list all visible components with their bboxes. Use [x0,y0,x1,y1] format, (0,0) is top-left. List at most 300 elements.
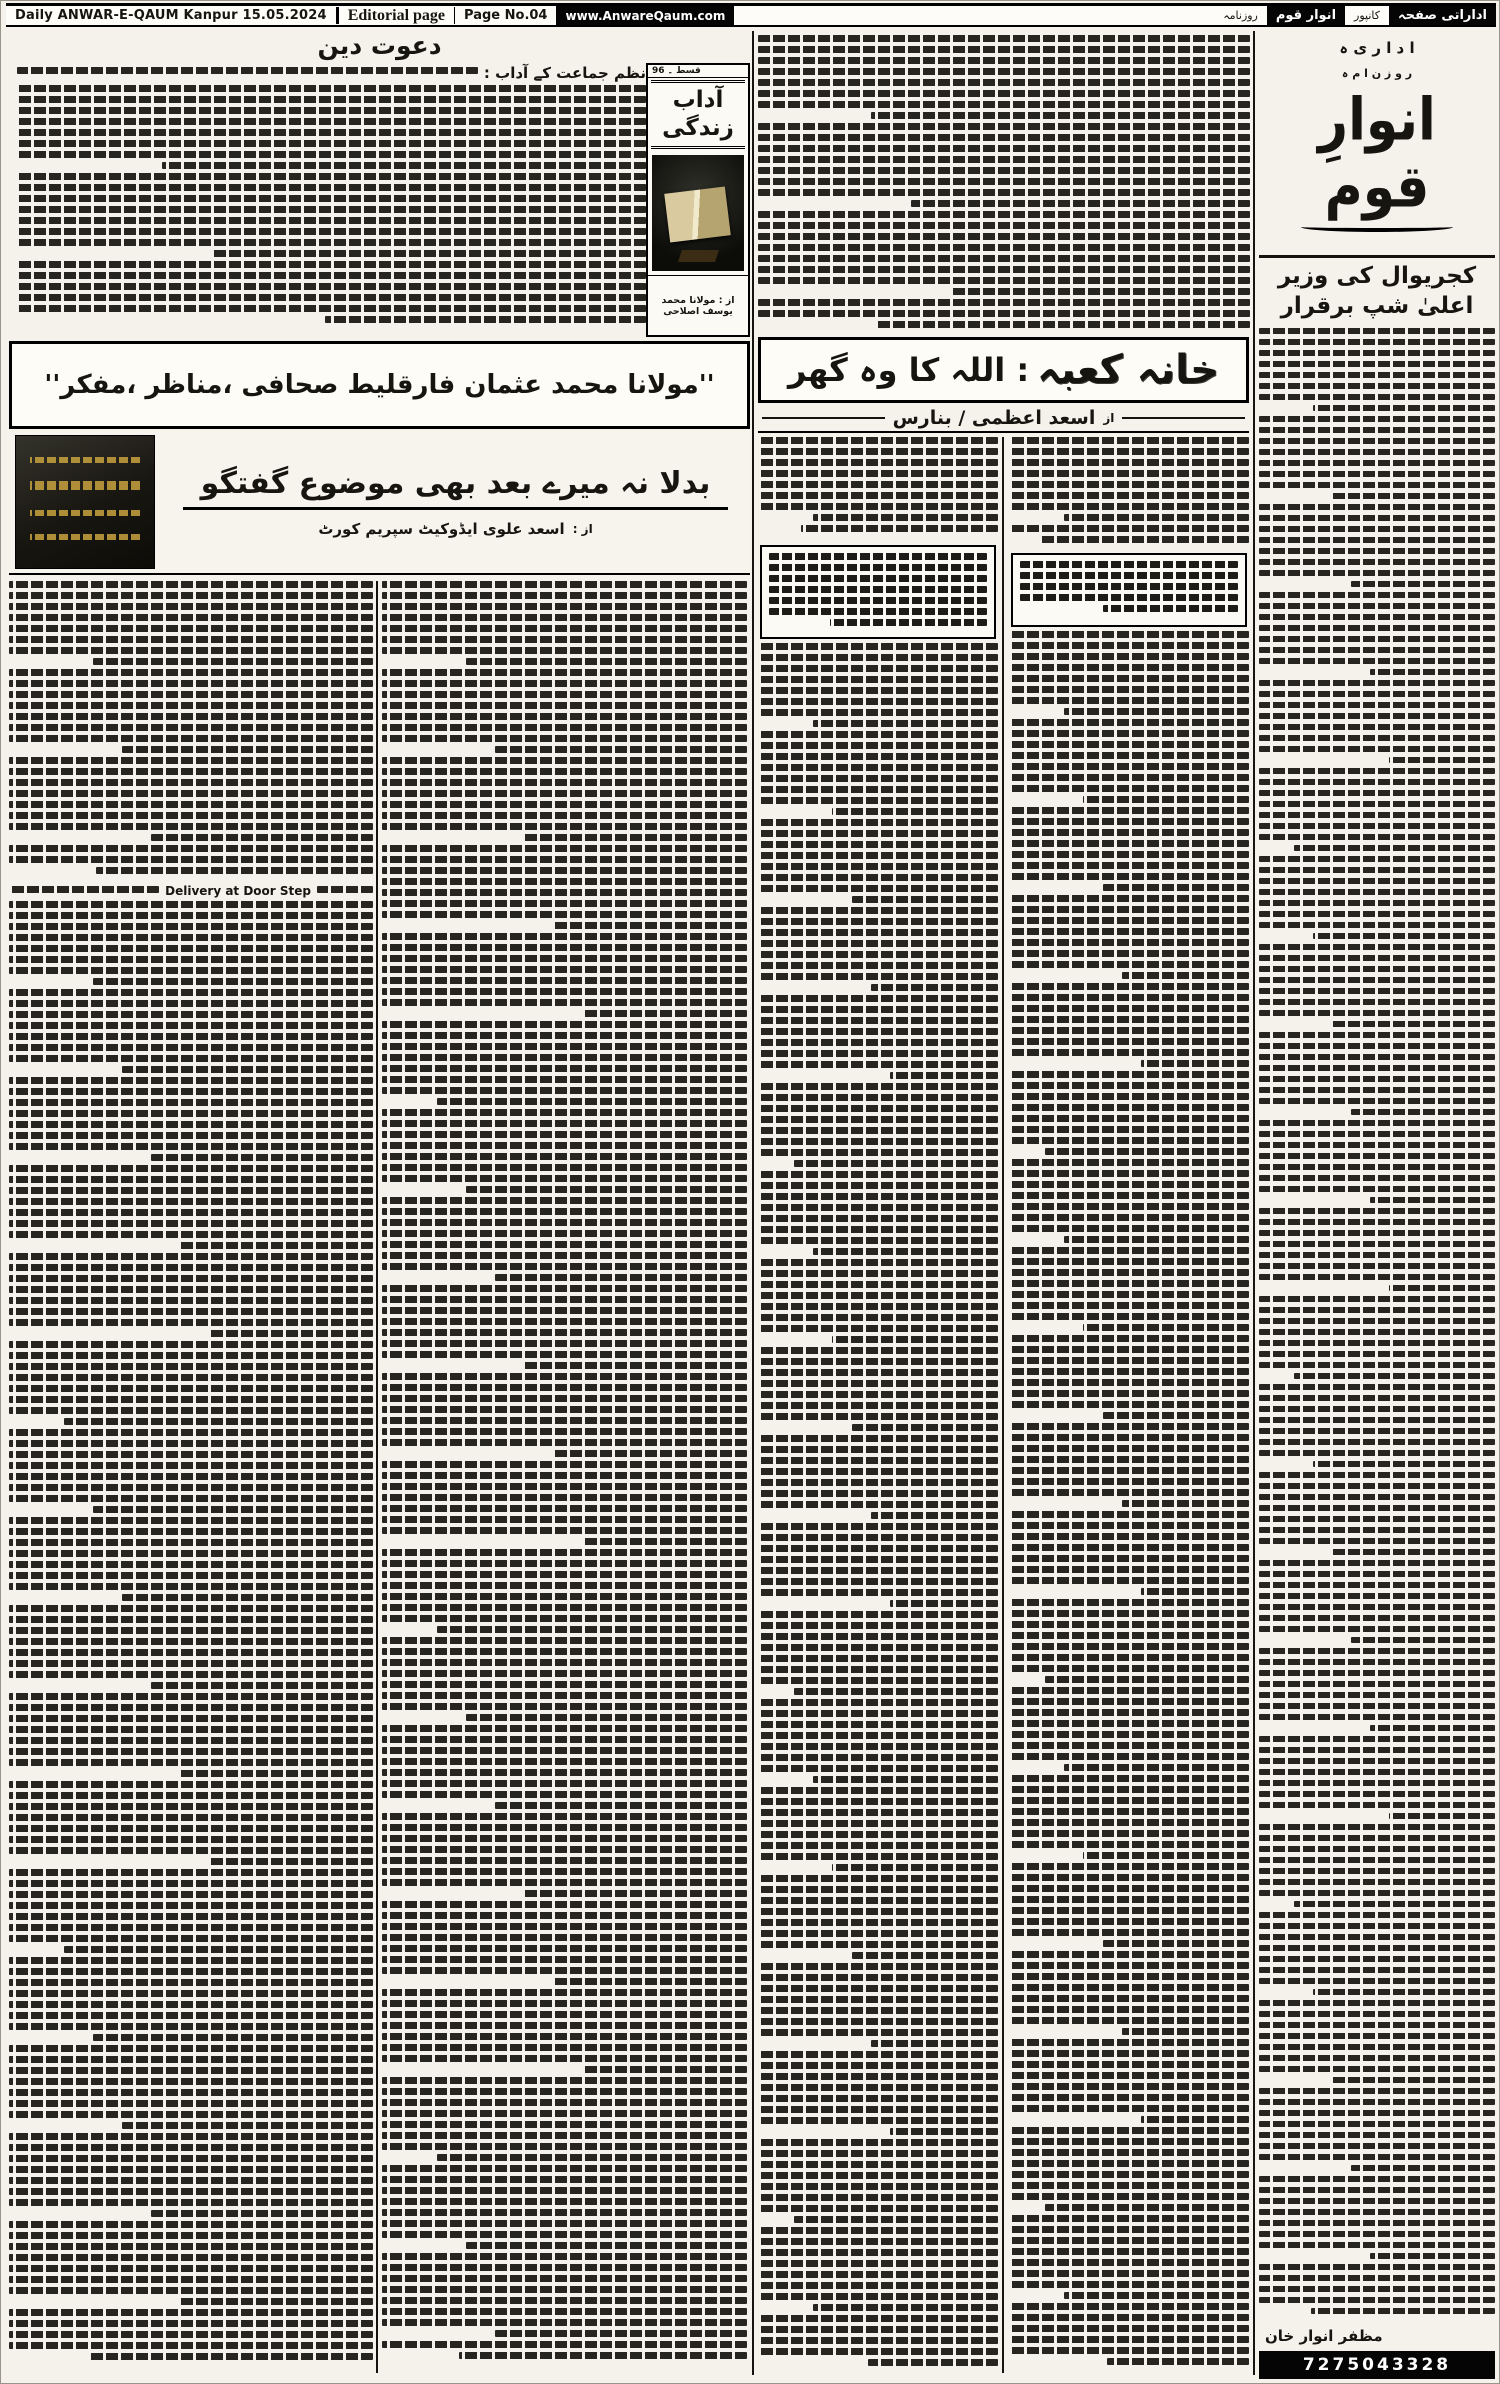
text-line [382,2275,747,2282]
text-line [466,2242,747,2249]
text-line [9,1110,373,1117]
text-line [382,603,747,610]
text-line [1259,702,1495,709]
text-line [1009,470,1249,477]
text-line [382,2077,747,2084]
text-line [1259,1978,1495,1985]
text-line [758,1534,998,1541]
text-line [1009,1951,1249,1958]
usman-subheader [9,431,750,575]
text-line [1259,1032,1495,1039]
text-line [9,912,373,919]
text-line [1009,2061,1249,2068]
text-line [1020,572,1238,579]
text-line [758,973,998,980]
text-line [1313,1989,1495,1996]
text-line [758,1270,998,1277]
text-line [1009,1170,1249,1177]
text-line [9,1077,373,1084]
usman-byline: اسعد علوی ایڈوکیٹ سپریم کورٹ [318,520,565,538]
text-line [9,1550,373,1557]
text-line [1259,2242,1495,2249]
text-line [1259,680,1495,687]
text-line [758,1798,998,1805]
text-line [758,1061,998,1068]
text-line [122,2122,373,2129]
text-line [1009,675,1249,682]
text-line [1259,977,1495,984]
text-line [758,2051,998,2058]
text-line [1259,460,1495,467]
text-line [1009,1918,1249,1925]
text-line [9,1121,373,1128]
text-line [876,321,1250,328]
text-block [9,901,373,2373]
text-line [1259,515,1495,522]
rule [1122,417,1245,419]
lead-row [17,63,646,83]
text-line [382,1593,747,1600]
text-line [758,1468,998,1475]
text-line [1020,583,1238,590]
text-line [1259,1362,1495,1369]
text-line [9,2067,373,2074]
text-line [9,934,373,941]
text-line [758,1171,998,1178]
text-line [9,2144,373,2151]
text-line [9,1880,373,1887]
text-line [9,886,159,893]
text-line [801,525,998,532]
text-line [1009,1115,1249,1122]
text-line [1009,1808,1249,1815]
text-line [1259,1230,1495,1237]
text-line [17,217,646,224]
text-line [382,2121,747,2128]
text-line [382,614,747,621]
text-line [758,1886,998,1893]
text-line [1009,2237,1249,2244]
text-line [1259,2055,1495,2062]
text-line [1009,1027,1249,1034]
text-line [9,1462,373,1469]
text-line [382,1131,747,1138]
text-line [1009,1038,1249,1045]
text-line [1009,719,1249,726]
text-line [758,1666,998,1673]
text-line [437,1626,747,1633]
text-line [1259,427,1495,434]
text-line [9,2023,373,2030]
text-line [1259,713,1495,720]
text-line [382,1637,747,1644]
website-link[interactable]: www.AnwareQaum.com [556,6,734,25]
text-line [9,2155,373,2162]
text-line [1259,2121,1495,2128]
text-line [832,808,998,815]
text-line [1389,757,1495,764]
text-line [1259,372,1495,379]
text-line [1259,2033,1495,2040]
text-line [382,2165,747,2172]
text-line [1009,2248,1249,2255]
text-line [1009,481,1249,488]
text-line [1259,1538,1495,1545]
text-line [382,1648,747,1655]
text-line [1259,1153,1495,1160]
text-line [9,1891,373,1898]
text-line [382,1879,747,1886]
text-line [1259,1945,1495,1952]
text-line [758,90,1250,97]
text-line [382,1857,747,1864]
text-line [9,757,373,764]
text-line [1259,801,1495,808]
text-line [758,1358,998,1365]
text-block [1009,437,1249,549]
text-line [583,1010,747,1017]
text-line [758,753,998,760]
text-line [1009,1654,1249,1661]
text-line [1009,2149,1249,2156]
text-line [180,2298,373,2305]
text-line [9,2342,373,2349]
text-line [17,228,646,235]
text-line [1259,1769,1495,1776]
text-line [1259,658,1495,665]
text-line [1259,1912,1495,1919]
text-line [9,735,373,742]
text-line [1009,1258,1249,1265]
article-dawat-e-deen [9,31,750,337]
text-line [758,211,1250,218]
text-line [1259,1802,1495,1809]
usman-subtitle: بدلا نہ میرے بعد بھی موضوع گفتگو [183,466,729,510]
text-line [9,1671,373,1678]
text-line [9,1660,373,1667]
text-line [1009,1203,1249,1210]
text-line [1259,339,1495,346]
text-line [382,1670,747,1677]
text-line [382,1560,747,1567]
text-line [1259,1736,1495,1743]
text-line [758,951,998,958]
text-line [382,1153,747,1160]
text-line [1009,642,1249,649]
text-line [1259,1494,1495,1501]
text-line [317,886,373,893]
text-line [382,2000,747,2007]
text-line [758,2337,998,2344]
text-line [1064,1236,1249,1243]
text-line [758,1919,998,1926]
text-line [758,1303,998,1310]
text-line [1103,1940,1249,1947]
text-line [1351,1109,1495,1116]
text-line [758,503,998,510]
text-line [758,178,1250,185]
text-line [9,1693,373,1700]
text-line [1259,350,1495,357]
text-line [122,1594,373,1601]
text-line [1259,2099,1495,2106]
text-line [758,2172,998,2179]
text-line [1009,1137,1249,1144]
text-line [1009,1665,1249,1672]
text-line [758,1622,998,1629]
text-line [1009,448,1249,455]
text-line [1259,2132,1495,2139]
text-line [382,702,747,709]
text-line [1259,2297,1495,2304]
text-line [758,1215,998,1222]
text-line [9,801,373,808]
text-line [1259,823,1495,830]
text-line [1009,1104,1249,1111]
text-line [1259,1934,1495,1941]
text-line [382,1296,747,1303]
text-line [382,2055,747,2062]
text-line [1009,1071,1249,1078]
text-line [871,1512,998,1519]
text-line [9,1572,373,1579]
text-line [382,2209,747,2216]
text-line [524,1362,747,1369]
text-line [1009,2094,1249,2101]
text-line [1009,2105,1249,2112]
text-line [382,1120,747,1127]
text-line [17,261,646,268]
text-line [382,1703,747,1710]
text-line [382,1417,747,1424]
text-line [459,2352,747,2359]
text-line [9,1132,373,1139]
text-line [17,305,646,312]
text-line [382,1406,747,1413]
text-line [382,1483,747,1490]
text-line [769,608,987,615]
text-line [9,1341,373,1348]
text-line [1009,437,1249,444]
text-line [382,1659,747,1666]
text-line [382,1109,747,1116]
text-line [1009,1126,1249,1133]
text-line [1009,2281,1249,2288]
text-line [758,1699,998,1706]
text-line [1259,1648,1495,1655]
text-line [1009,1280,1249,1287]
text-line [758,437,998,444]
text-line [1259,1087,1495,1094]
text-line [1259,1318,1495,1325]
text-line [17,118,646,125]
text-line [1259,1219,1495,1226]
text-line [813,514,998,521]
text-line [1009,1181,1249,1188]
text-line [382,680,747,687]
text-line [17,140,646,147]
text-line [17,206,646,213]
text-line [9,856,373,863]
text-line [382,1318,747,1325]
usman-subtitle-area [161,431,750,573]
text-line [382,1329,747,1336]
text-line [1259,1868,1495,1875]
text-line [9,2276,373,2283]
text-line [382,2033,747,2040]
text-line [758,2139,998,2146]
text-line [17,151,646,158]
adab-e-zindagi-inset [646,63,750,337]
text-line [382,1923,747,1930]
text-line [1259,1879,1495,1886]
text-line [1009,873,1249,880]
text-line [758,2029,998,2036]
text-line [1009,1357,1249,1364]
text-line [382,845,747,852]
text-line [758,277,1250,284]
text-line [1259,1010,1495,1017]
text-line [769,586,987,593]
text-line [1009,950,1249,957]
text-line [382,2198,747,2205]
text-line [758,1314,998,1321]
text-line [495,1274,747,1281]
text-line [758,1435,998,1442]
text-line [1009,939,1249,946]
text-line [1259,1395,1495,1402]
text-line [1259,537,1495,544]
text-line [9,2199,373,2206]
text-line [794,1160,998,1167]
text-line [9,1517,373,1524]
inset-byline: از : مولانا محمد یوسف اصلاحی [648,275,748,335]
text-line [382,735,747,742]
text-line [758,2205,998,2212]
text-line [96,867,373,874]
article-body [9,63,750,337]
text-line [122,746,373,753]
text-line [9,1913,373,1920]
text-line [758,2249,998,2256]
text-line [1009,785,1249,792]
text-line [1259,2231,1495,2238]
text-line [1259,482,1495,489]
text-line [830,619,987,626]
text-line [9,1627,373,1634]
text-line [1009,1049,1249,1056]
text-line [9,1473,373,1480]
text-line [382,823,747,830]
text-line [1313,933,1495,940]
text-line [1311,2308,1495,2315]
text-line [437,1098,747,1105]
text-line [758,1721,998,1728]
text-line [1009,1159,1249,1166]
text-line [1259,966,1495,973]
text-line [950,288,1250,295]
text-line [495,2330,747,2337]
text-line [1370,1197,1495,1204]
text-line [9,1979,373,1986]
text-line [9,1275,373,1282]
text-line [9,1352,373,1359]
text-line [758,1578,998,1585]
quran-stand-shape [678,250,719,262]
text-line [1009,1786,1249,1793]
text-line [9,1319,373,1326]
text-line [758,786,998,793]
text-line [758,2150,998,2157]
text-line [1009,2083,1249,2090]
text-line [1083,1852,1249,1859]
text-line [382,1087,747,1094]
text-line [9,1198,373,1205]
text-line [382,2319,747,2326]
text-line [9,779,373,786]
text-line [9,724,373,731]
text-line [1009,1973,1249,1980]
brand-calligraphy: انوارِ قوم [1318,86,1436,222]
text-line [1009,525,1249,532]
text-line [758,698,998,705]
text-line [382,1043,747,1050]
text-line [1009,1511,1249,1518]
text-line [1294,1373,1495,1380]
text-line [758,687,998,694]
text-line [1141,1060,1249,1067]
text-line [1259,1208,1495,1215]
text-line [758,2238,998,2245]
text-line [9,2012,373,2019]
text-line [1009,763,1249,770]
text-line [1259,1791,1495,1798]
text-line [382,1582,747,1589]
text-line [9,790,373,797]
text-line [758,819,998,826]
text-line [1259,614,1495,621]
text-line [758,1930,998,1937]
text-line [382,625,747,632]
text-line [1009,2215,1249,2222]
rule [1259,255,1495,258]
text-line [554,922,747,929]
text-line [9,1561,373,1568]
text-line [1332,493,1495,500]
text-line [382,955,747,962]
text-line [466,1714,747,1721]
text-line [852,896,998,903]
text-line [495,746,747,753]
text-line [437,2154,747,2161]
text-line [1009,1522,1249,1529]
text-line [93,2034,373,2041]
text-line [9,1297,373,1304]
text-line [9,603,373,610]
text-line [1259,1604,1495,1611]
text-line [1259,1142,1495,1149]
text-line [758,1523,998,1530]
text-line [1259,889,1495,896]
text-line [1259,1307,1495,1314]
text-line [758,852,998,859]
text-line [758,1039,998,1046]
usman-byline-row [318,520,592,538]
text-line [758,1226,998,1233]
text-line [1259,1714,1495,1721]
text-line [1259,812,1495,819]
text-line [1009,459,1249,466]
